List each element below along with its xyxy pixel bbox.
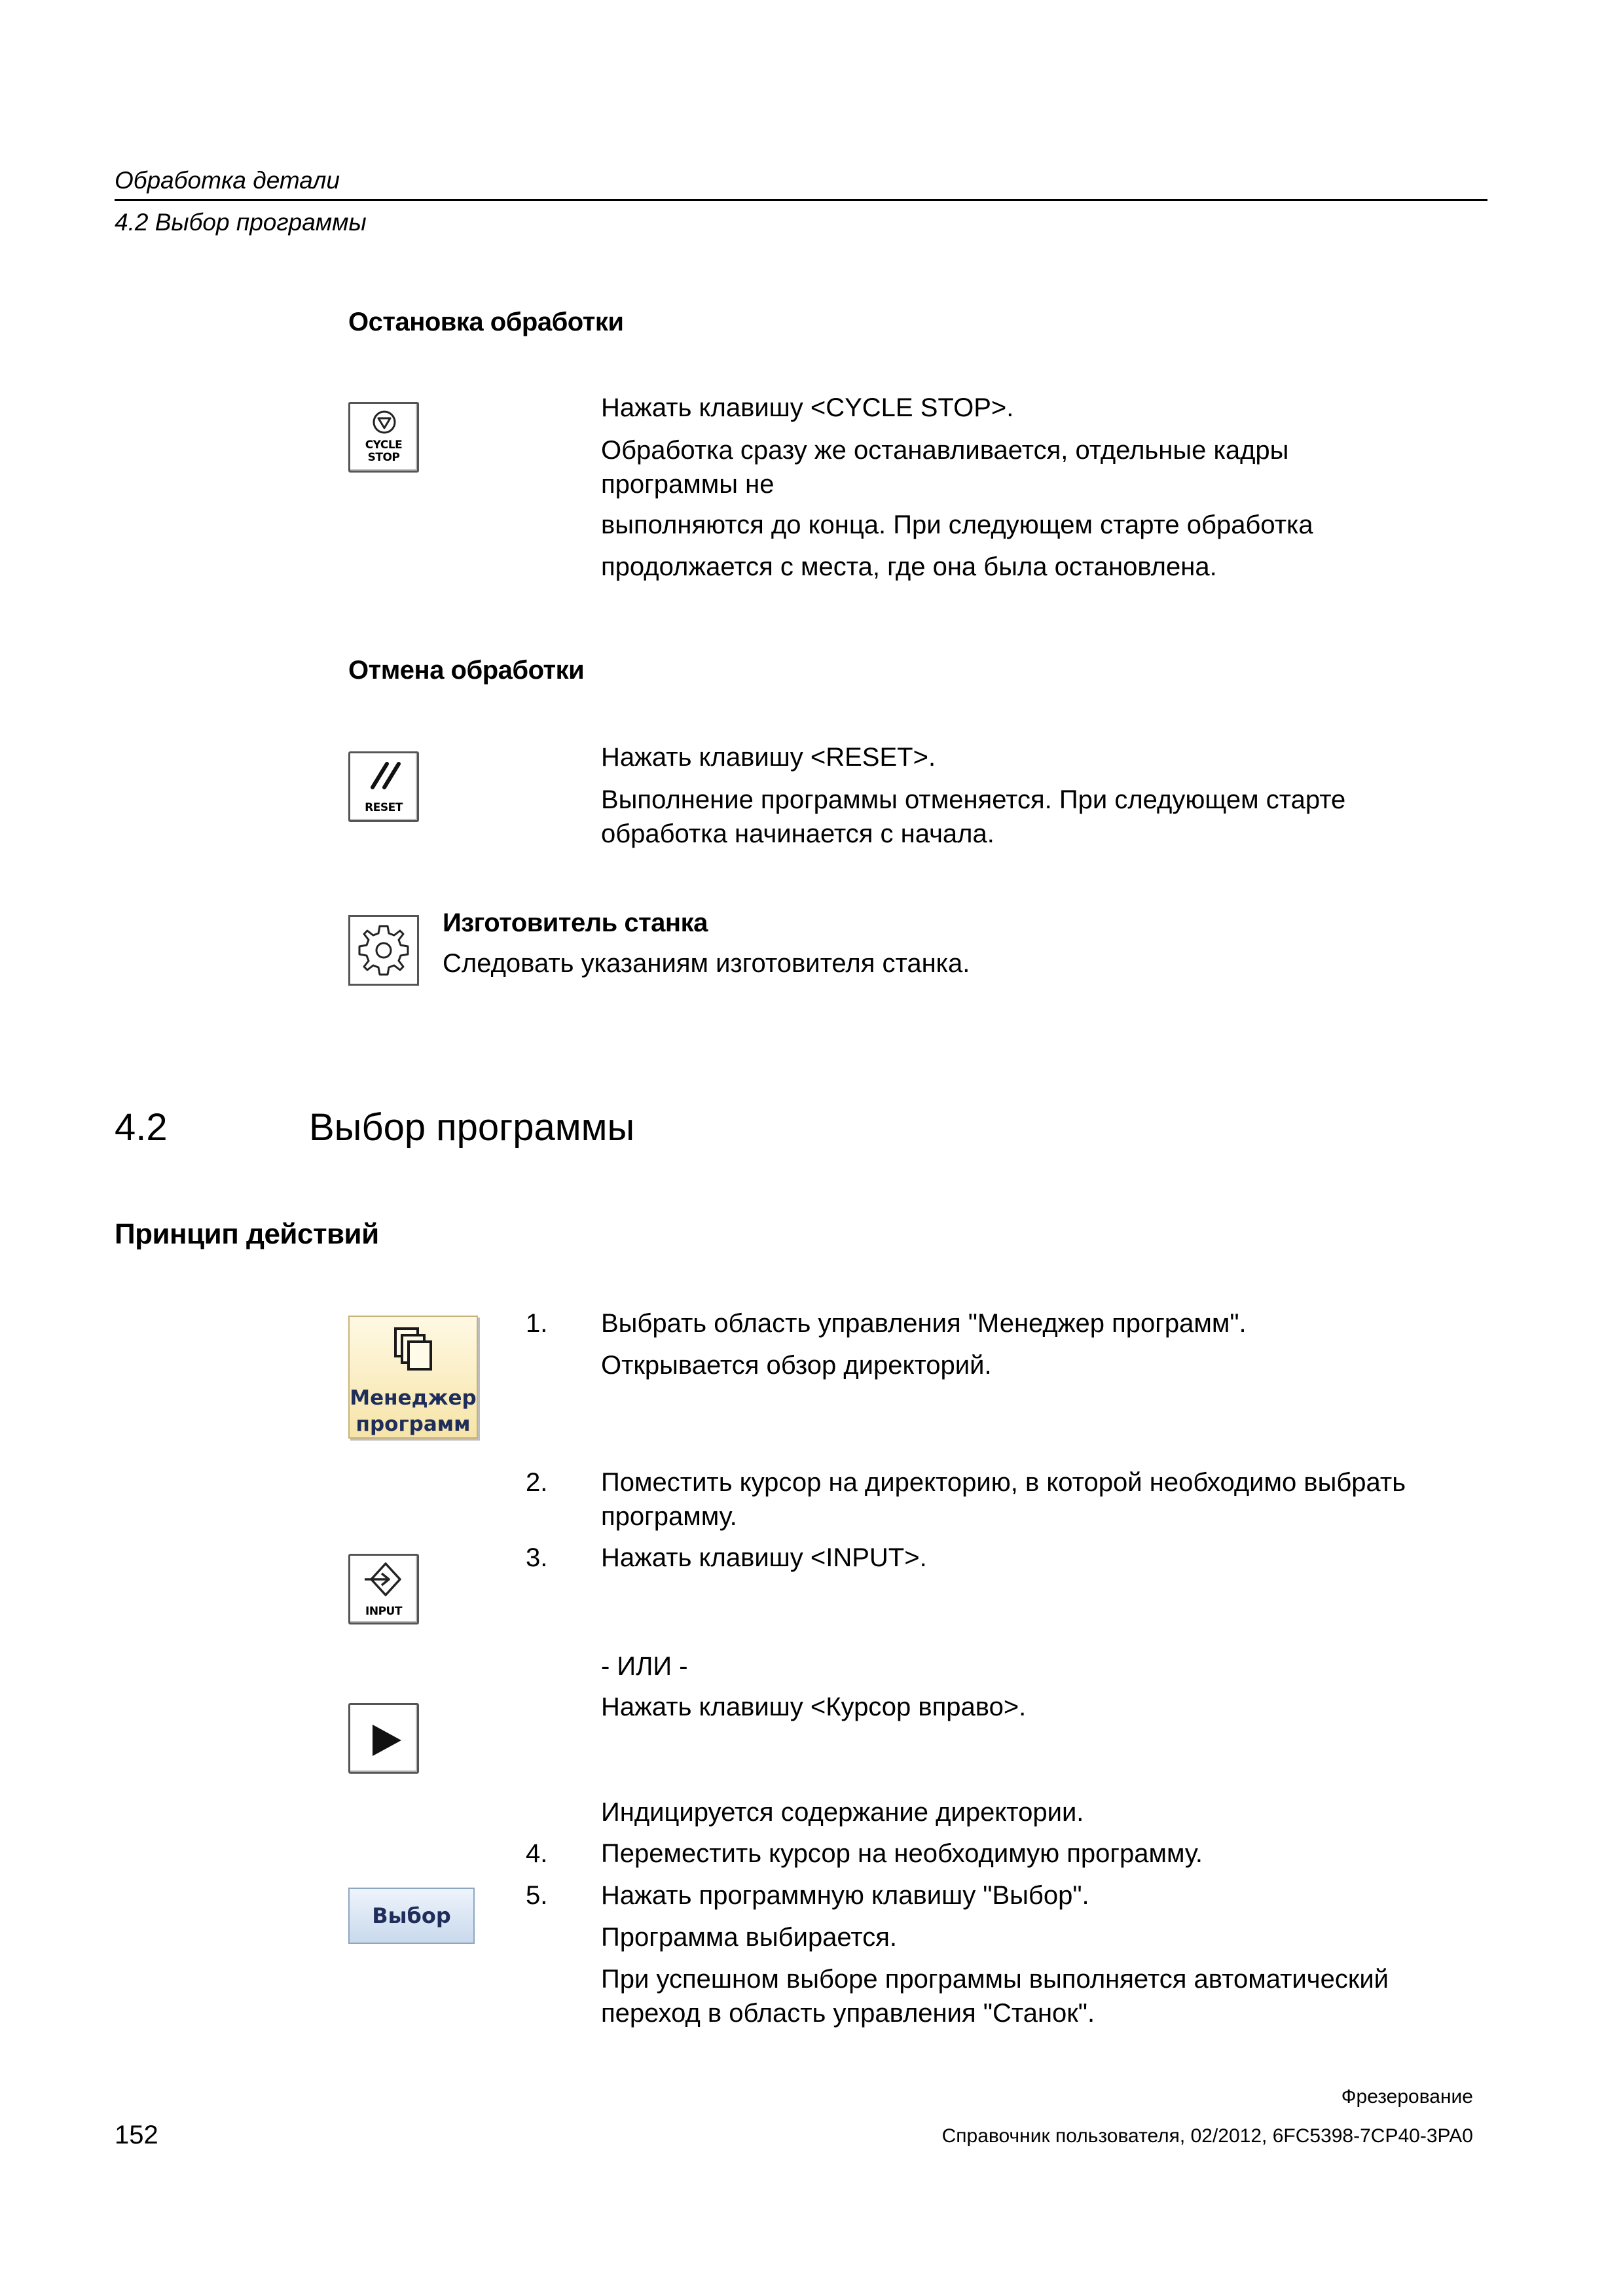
reset-key[interactable] [348,751,419,822]
step-4-text: Переместить курсор на необходимую программу. [601,1839,1203,1868]
manufacturer-note-box [348,915,419,986]
input-icon [362,1561,409,1600]
reset-icon [367,759,404,793]
cancel-text-1: Нажать клавишу <RESET>. [601,743,936,772]
cursor-right-text: Нажать клавишу <Курсор вправо>. [601,1693,1027,1721]
step-2-text-2: программу. [601,1502,737,1531]
cancel-section-title: Отмена обработки [348,656,585,685]
program-manager-label-1: Менеджер [350,1386,477,1410]
step-3-text: Нажать клавишу <INPUT>. [601,1543,927,1572]
step-2-number: 2. [526,1468,548,1497]
footer-book-ref: Справочник пользователя, 02/2012, 6FC5398-7CP40-3PA0 [941,2125,1473,2147]
section-number: 4.2 [115,1106,168,1149]
cycle-stop-key[interactable] [348,402,419,473]
step-5-result-3: переход в область управления "Станок". [601,1999,1095,2028]
select-softkey[interactable] [348,1888,475,1944]
principle-title: Принцип действий [115,1218,379,1250]
stop-text-4: выполняются до конца. При следующем старте обработка [601,511,1313,539]
step-2-text-1: Поместить курсор на директорию, в которой необходимо выбрать [601,1468,1406,1497]
gear-icon [354,921,413,980]
page-number: 152 [115,2121,158,2149]
stop-text-5: продолжается с места, где она была остановлена. [601,552,1217,581]
step-5-number: 5. [526,1881,548,1910]
step-5-result-1: Программа выбирается. [601,1923,897,1952]
cancel-text-2: Выполнение программы отменяется. При следующем старте [601,785,1346,814]
select-softkey-label: Выбор [372,1903,451,1928]
input-key-label: INPUT [365,1605,402,1618]
cursor-right-key[interactable] [348,1703,419,1774]
stop-text-3: программы не [601,470,775,499]
step-1-result: Открывается обзор директорий. [601,1351,992,1380]
stop-text-1: Нажать клавишу <CYCLE STOP>. [601,393,1014,422]
or-text: - ИЛИ - [601,1652,688,1681]
step-3-number: 3. [526,1543,548,1572]
header-rule [115,199,1487,201]
section-title: Выбор программы [309,1106,635,1149]
stop-text-2: Обработка сразу же останавливается, отдельные кадры [601,436,1289,465]
step-1-number: 1. [526,1309,548,1338]
step-1-text: Выбрать область управления "Менеджер программ". [601,1309,1247,1338]
cycle-stop-key-label-1: CYCLE [365,439,403,452]
manufacturer-note-title: Изготовитель станка [443,908,708,937]
stop-section-title: Остановка обработки [348,308,624,336]
footer-book-title: Фрезерование [1341,2086,1473,2108]
dir-shown-text: Индицируется содержание директории. [601,1798,1084,1827]
cycle-stop-icon [371,409,397,435]
program-manager-icon [392,1326,437,1372]
program-manager-softkey[interactable] [348,1316,478,1439]
step-5-result-2: При успешном выборе программы выполняется автоматический [601,1965,1389,1994]
cancel-text-3: обработка начинается с начала. [601,819,994,848]
running-header-chapter: Обработка детали [115,167,340,194]
input-key[interactable] [348,1554,419,1624]
play-arrow-icon [366,1722,405,1759]
reset-key-label: RESET [365,801,403,814]
running-header-section: 4.2 Выбор программы [115,209,367,236]
manufacturer-note-text: Следовать указаниям изготовителя станка. [443,949,970,978]
cycle-stop-key-label-2: STOP [367,451,400,464]
step-5-text: Нажать программную клавишу "Выбор". [601,1881,1089,1910]
step-4-number: 4. [526,1839,548,1868]
program-manager-label-2: программ [356,1412,471,1436]
